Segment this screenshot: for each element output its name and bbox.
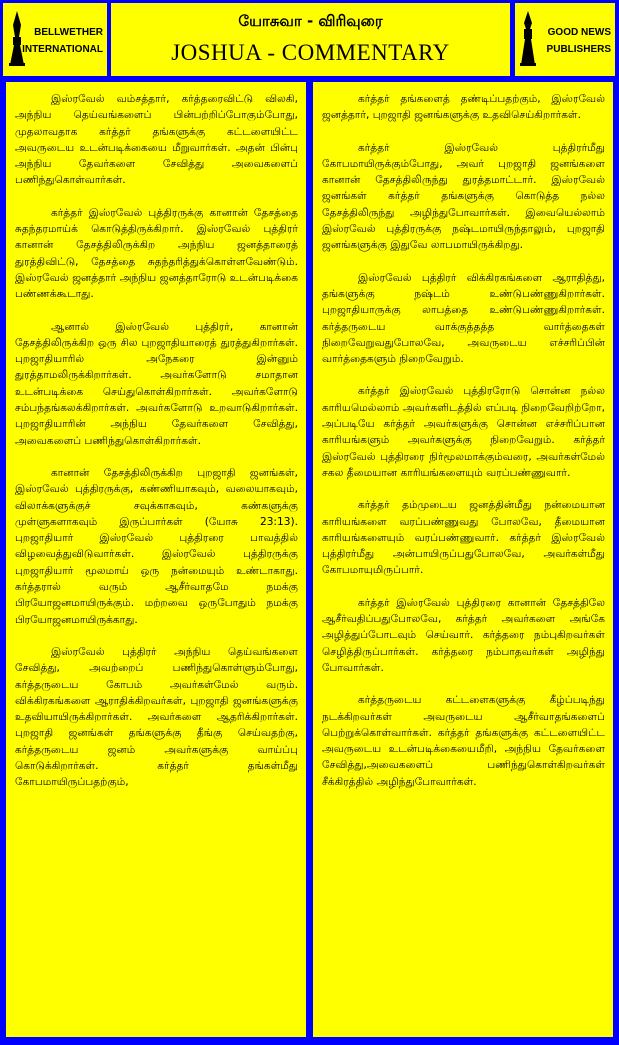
title-banner [111, 3, 510, 76]
paragraph: ஆனால் இஸ்ரவேல் புத்திரர், கானான் தேசத்திலிருக்கிற ஒரு சில புறஜாதியாரைத் துரத்துகிறார்கள். புறஜாதியாரில் அநேகரை இன்னும் துரத்தாமலிருக்கிறார்கள். அவர்களோடு சமாதான உடன்படிக்கை செய்துகொள்கிறார்கள். அவர்களோடு சம்பந்தங்கலக்கிறார்கள். அவர்களோடு உறவாடுகிறார்கள். புறஜாதியாரின் அந்நிய தேவர்களை சேவித்து, அவைகளைப் பணிந்துகொள்கிறார்கள். [15, 320, 298, 447]
right-logo-line1: GOOD NEWS [547, 27, 611, 38]
text-column-left [6, 82, 306, 1037]
publisher-logo-right [515, 3, 615, 76]
paragraph: கர்த்தர் இஸ்ரவேல் புத்திரருக்கு கானான் தேசத்தை சுதந்தரமாய்க் கொடுத்திருக்கிறார். இஸ்ரவேல் புத்திரர் கானான் தேசத்திலிருக்கிற அந்நிய ஜனத்தாரைத் துரத்திவிட்டு, தேசத்தை சுதந்தரித்துக்கொள்ளவேண்டும். இஸ்ரவேல் ஜனத்தார் அந்நிய ஜனத்தாரோடு உடன்படிக்கை பண்ணக்கூடாது. [15, 206, 298, 301]
text-column-right [313, 82, 613, 1037]
title-english: JOSHUA - COMMENTARY [171, 40, 450, 65]
right-logo-line2: PUBLISHERS [546, 44, 611, 55]
paragraph: இஸ்ரவேல் வம்சத்தார், கர்த்தரைவிட்டு விலகி, அந்நிய தெய்வங்களைப் பின்பற்றிப்போகும்போது, முதலாவதாக கர்த்தர் தங்களுக்கு கட்டளையிட்ட அவருடைய உடன்படிக்கையை மீறுவார்கள். அதன் பின்பு அந்நிய தேவர்களை சேவித்து அவைகளைப் பணிந்துகொள்வார்கள். [15, 93, 298, 187]
paragraph: இஸ்ரவேல் புத்திரர் அந்நிய தெய்வங்களை சேவித்து, அவற்றைப் பணிந்துகொள்ளும்போது, கர்த்தருடைய கோபம் அவர்கள்மேல் வரும். விக்கிரகங்களை ஆராதிக்கிறவர்கள், புறஜாதி ஜனங்களுக்கு உதவியாயிருக்கிறார்கள். அவர்களை ஆதரிக்கிறார்கள். புறஜாதி ஜனங்கள் தங்களுக்கு தீங்கு செய்வதற்கு, கர்த்தருடைய ஜனம் அவர்களுக்கு வாய்ப்பு கொடுக்கிறார்கள். கர்த்தர் தங்கள்மீது கோபமாயிருப்பதற்கும், [15, 645, 298, 789]
bellwether-icon [7, 9, 27, 67]
paragraph: இஸ்ரவேல் புத்திரர் விக்கிரகங்களை ஆராதித்து, தங்களுக்கு நஷ்டம் உண்டுபண்ணுகிறார்கள். புறஜாதியாருக்கு லாபத்தை உண்டுபண்ணுகிறார்கள். கர்த்தருடைய வாக்குத்தத்த வார்த்தைகள் நிறைவேறுவதுபோலவே, அவருடைய எச்சரிப்பின் வார்த்தைகளும் நிறைவேறும். [322, 271, 605, 366]
publisher-logo-left [3, 3, 107, 76]
paragraph: கர்த்தர் இஸ்ரவேல் புத்திரரை கானான் தேசத்திலே ஆசீர்வதிப்பதுபோலவே, கர்த்தர் அவர்களை அங்கே அழித்துப்போடவும் செய்வார். கர்த்தரை நம்புகிறவர்கள் செழித்திருப்பார்கள். கர்த்தரை நம்பாதவர்கள் அழிந்து போவார்கள். [322, 596, 605, 674]
paragraph: கானான் தேசத்திலிருக்கிற புறஜாதி ஜனங்கள், இஸ்ரவேல் புத்திரருக்கு, கண்ணியாகவும், வலையாகவும், விலாக்களுக்குச் சவுக்காகவும், கண்களுக்கு முள்ளுகளாகவும் இருப்பார்கள் (யோசு 23:13). புறஜாதியார் இஸ்ரவேல் புத்திரரை பாவத்தில் விழவைத்துவிடுவார்கள். இஸ்ரவேல் புத்திரருக்கு புறஜாதியார் மூலமாய் ஒரு நன்மையும் உண்டாகாது. கர்த்தரால் வரும் ஆசீர்வாதமே நமக்கு பிரயோஜனமாயிருக்கும். மற்றவை ஒருபோதும் நமக்கு பிரயோஜனமாயிருக்காது. [15, 466, 298, 626]
left-logo-line2: INTERNATIONAL [22, 44, 103, 55]
paragraph: கர்த்தர் தங்களைத் தண்டிப்பதற்கும், இஸ்ரவேல் ஜனத்தார், புறஜாதி ஜனங்களுக்கு உதவிசெய்கிறார்கள். [322, 93, 605, 122]
paragraph: கர்த்தர் தம்முடைய ஜனத்தின்மீது நன்மையான காரியங்களை வரப்பண்ணுவது போலவே, தீமையான காரியங்களையும் வரப்பண்ணுவார். கர்த்தர் இஸ்ரவேல் புத்திரர்மீது அன்பாயிருப்பதுபோலவே, அவர்கள்மீது கோபமாயுமிருப்பார். [322, 499, 605, 577]
tower-icon [519, 9, 537, 67]
left-logo-line1: BELLWETHER [34, 27, 103, 38]
title-tamil: யோசுவா - விரிவுரை [238, 12, 383, 30]
paragraph: கர்த்தர் இஸ்ரவேல் புத்திரர்மீது கோபமாயிருக்கும்போது, அவர் புறஜாதி ஜனங்களை கானான் தேசத்திலிருந்து துரத்தமாட்டார். இஸ்ரவேல் ஜனங்கள் கர்த்தர் தங்களுக்கு கொடுத்த நல்ல தேசத்திலிருந்து அழிந்துபோவார்கள். இவையெல்லாம் இஸ்ரவேல் புத்திரருக்கு நஷ்டமாயிருந்தாலும், புறஜாதி ஜனங்களுக்கு இதுவே லாபமாயிருக்கிறது. [322, 141, 605, 252]
paragraph: கர்த்தருடைய கட்டளைகளுக்கு கீழ்ப்படிந்து நடக்கிறவர்கள் அவருடைய ஆசீர்வாதங்களைப் பெற்றுக்கொள்வார்கள். கர்த்தர் தங்களுக்கு கட்டளையிட்ட அவருடைய உடன்படிக்கையைமீறி, அந்நிய தேவர்களை சேவித்து,அவைகளைப் பணிந்துகொள்கிறவர்கள் சீக்கிரத்தில் அழிந்துபோவார்கள். [322, 694, 605, 788]
paragraph: கர்த்தர் இஸ்ரவேல் புத்திரரோடு சொன்ன நல்ல காரியமெல்லாம் அவர்களிடத்தில் எப்படி நிறைவேறிற்றோ, அப்படியே கர்த்தர் அவர்களுக்கு சொன்ன எச்சரிப்பான காரியங்களும் அவர்களுக்கு நிறைவேறும். கர்த்தர் இஸ்ரவேல் புத்திரரை நிர்மூலமாக்கும்வரை, அவர்கள்மேல் சகல தீமையான காரியங்களையும் வரப்பண்ணுவார். [322, 385, 605, 479]
